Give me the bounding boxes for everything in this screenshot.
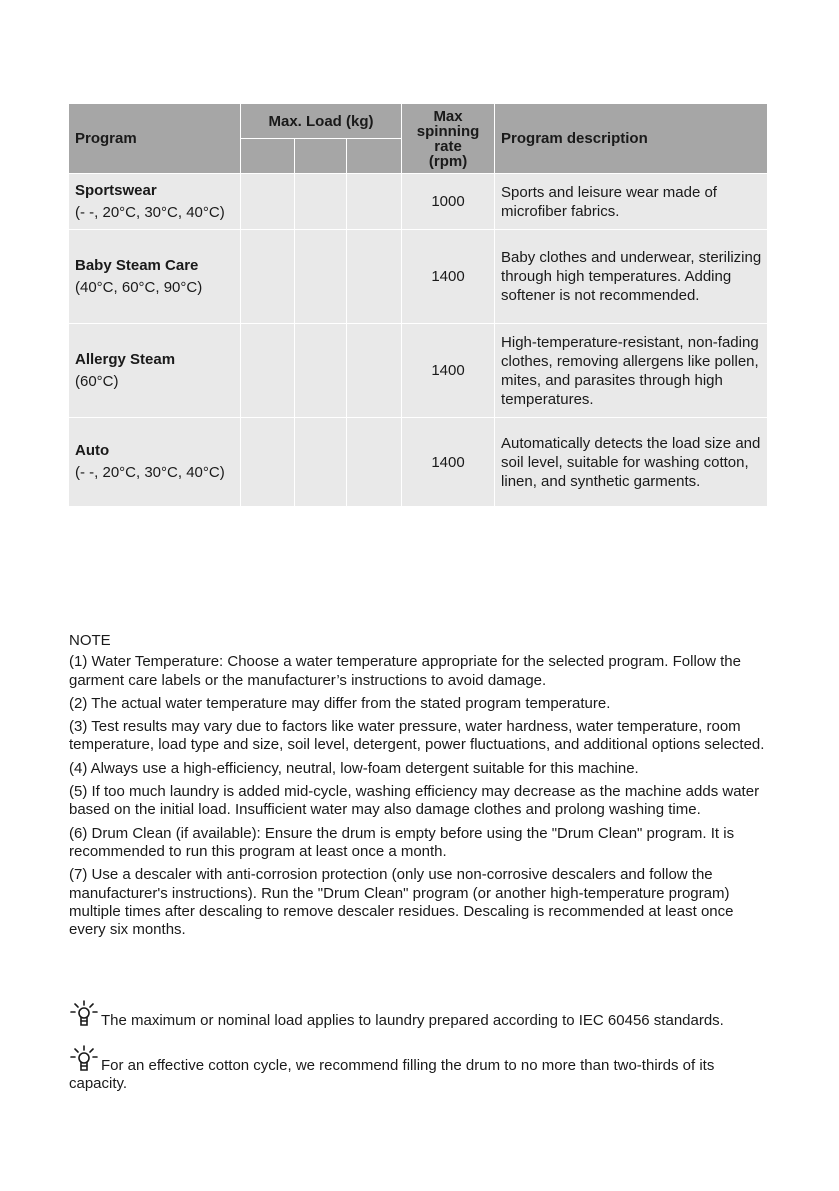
description-cell: Automatically detects the load size and soil level, suitable for washing cotton, linen, and synthetic garments. <box>495 418 768 507</box>
program-name: Allergy Steam <box>75 350 176 368</box>
note-item: (3) Test results may vary due to factors like water pressure, water hardness, water temperature, room temperature, load type and size, soil level, detergent, power fluctuations, and additional options selected. <box>69 718 765 754</box>
note-item: (5) If too much laundry is added mid-cycle, washing efficiency may decrease as the machine adds water based on the initial load. Insufficient water may also damage clothes and prolong washing time. <box>69 783 760 819</box>
header-max-spin-line2: spinning <box>416 122 480 140</box>
note-item: (6) Drum Clean (if available): Ensure the drum is empty before using the "Drum Clean" program. It is recommended to run this program at least once a month. <box>69 824 735 860</box>
header-program: Program <box>69 104 241 174</box>
note-item: (4) Always use a high-efficiency, neutral, low-foam detergent suitable for this machine. <box>69 759 639 777</box>
load-cell <box>241 324 295 418</box>
header-load-sub-2 <box>295 139 347 174</box>
program-cell <box>69 174 241 230</box>
header-load-sub-3 <box>347 139 402 174</box>
spin-cell: 1400 <box>402 230 495 324</box>
spin-cell: 1400 <box>402 324 495 418</box>
load-cell <box>241 174 295 230</box>
load-cell <box>241 230 295 324</box>
load-cell <box>241 418 295 507</box>
program-temperatures: (- -, 20°C, 30°C, 40°C) <box>75 464 225 481</box>
description-cell: Sports and leisure wear made of microfiber fabrics. <box>495 174 768 230</box>
note-item: (2) The actual water temperature may differ from the stated program temperature. <box>69 694 611 712</box>
table-row <box>69 418 768 507</box>
program-name: Auto <box>75 442 110 459</box>
header-max-spin <box>402 104 495 174</box>
load-cell <box>347 174 402 230</box>
notes-section <box>69 632 769 944</box>
note-item: (1) Water Temperature: Choose a water temperature appropriate for the selected program. Follow the garment care labels or the manufacturer’s instructions to avoid damage. <box>69 653 741 689</box>
header-max-spin-line1: Max <box>433 107 463 125</box>
table-row <box>69 230 768 324</box>
description-cell: High-temperature-resistant, non-fading clothes, removing allergens like pollen, mites, and parasites through high temperatures. <box>495 324 768 418</box>
header-max-spin-line3: rate <box>434 137 462 155</box>
tip-text: The maximum or nominal load applies to laundry prepared according to IEC 60456 standards. <box>101 1012 724 1029</box>
program-table <box>68 103 768 507</box>
table-row <box>69 174 768 230</box>
lightbulb-icon <box>69 1045 99 1073</box>
load-cell <box>347 418 402 507</box>
load-cell <box>347 324 402 418</box>
tip-item <box>69 1000 769 1030</box>
program-temperatures: (40°C, 60°C, 90°C) <box>75 278 203 296</box>
header-max-load: Max. Load (kg) <box>241 104 402 139</box>
program-name: Baby Steam Care <box>75 256 199 274</box>
header-description: Program description <box>495 104 768 174</box>
note-item: (7) Use a descaler with anti-corrosion protection (only use non-corrosive descalers and follow the manufacturer's instructions). Run the "Drum Clean" program (or another high-temperature program) multiple times after descaling to remove descaler residues. Descaling is recommended at least once every six months. <box>69 866 734 939</box>
spin-cell: 1000 <box>402 174 495 230</box>
program-cell <box>69 418 241 507</box>
notes-title: NOTE <box>69 632 111 649</box>
spin-cell: 1400 <box>402 418 495 507</box>
program-temperatures: (- -, 20°C, 30°C, 40°C) <box>75 203 225 221</box>
load-cell <box>347 230 402 324</box>
program-cell <box>69 324 241 418</box>
load-cell <box>295 418 347 507</box>
load-cell <box>295 230 347 324</box>
tip-text: For an effective cotton cycle, we recommend filling the drum to no more than two-thirds of its capacity. <box>69 1057 715 1092</box>
lightbulb-icon <box>69 1000 99 1028</box>
program-name: Sportswear <box>75 181 157 199</box>
description-cell: Baby clothes and underwear, sterilizing through high temperatures. Adding softener is not recommended. <box>495 230 768 324</box>
table-row <box>69 324 768 418</box>
program-cell <box>69 230 241 324</box>
program-temperatures: (60°C) <box>75 372 119 390</box>
header-load-sub-1 <box>241 139 295 174</box>
header-max-spin-line4: (rpm) <box>428 152 468 170</box>
tip-item <box>69 1045 769 1093</box>
load-cell <box>295 174 347 230</box>
load-cell <box>295 324 347 418</box>
tips-section <box>69 1000 769 1108</box>
